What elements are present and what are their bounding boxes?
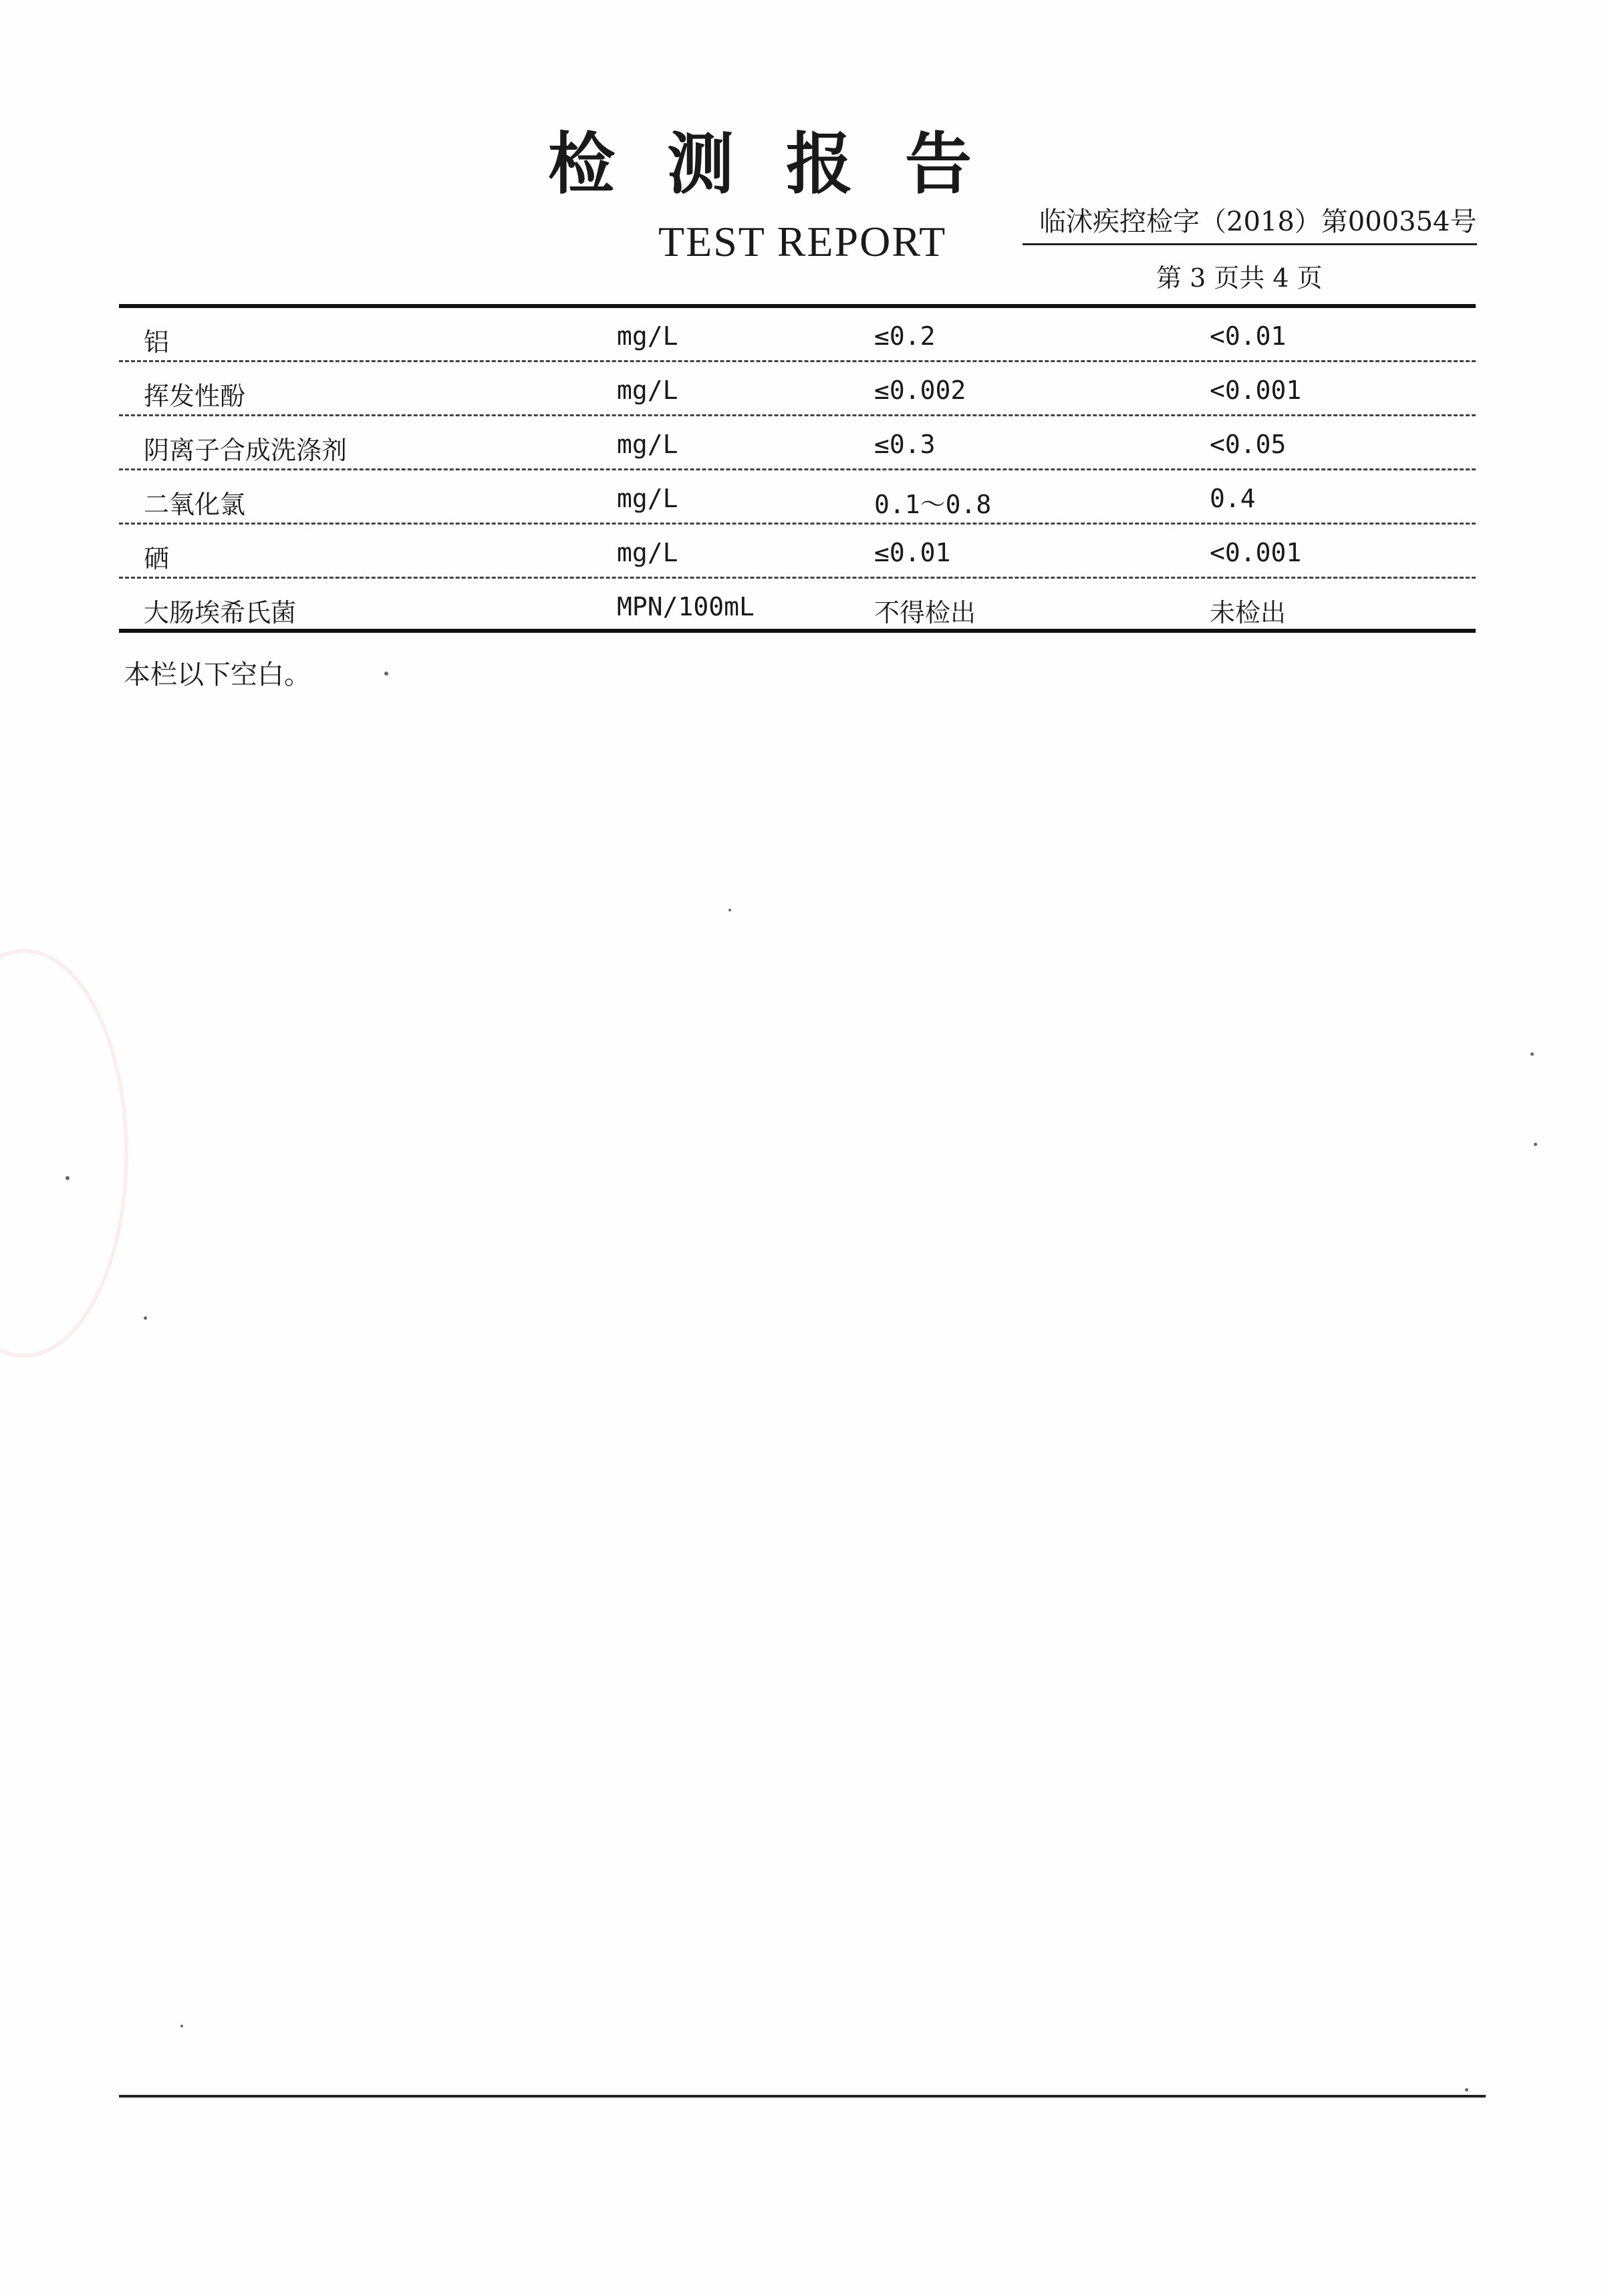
item-result: <0.001 bbox=[1210, 376, 1302, 405]
table-row bbox=[119, 470, 1476, 525]
scan-speck bbox=[144, 1316, 147, 1320]
report-number: 临沭疾控检字（2018）第000354号 bbox=[1039, 206, 1477, 237]
page-bottom-rule bbox=[119, 2095, 1486, 2098]
item-limit: ≤0.3 bbox=[874, 430, 936, 459]
table-row bbox=[119, 362, 1476, 416]
item-result: 未检出 bbox=[1210, 598, 1287, 627]
scan-speck bbox=[1465, 2088, 1468, 2092]
item-name: 挥发性酚 bbox=[144, 382, 246, 411]
report-number-underline bbox=[1023, 243, 1477, 245]
blank-below-note: 本栏以下空白。 bbox=[124, 660, 311, 690]
scan-speck bbox=[1530, 1052, 1534, 1056]
table-row bbox=[119, 525, 1476, 579]
item-name: 二氧化氯 bbox=[144, 490, 246, 519]
table-bottom-rule bbox=[119, 629, 1476, 633]
item-name: 阴离子合成洗涤剂 bbox=[144, 436, 348, 465]
item-result: <0.001 bbox=[1210, 538, 1302, 567]
item-name: 大肠埃希氏菌 bbox=[144, 598, 297, 627]
page-indicator: 第 3 页共 4 页 bbox=[1156, 263, 1323, 293]
item-unit: mg/L bbox=[617, 321, 678, 351]
scan-speck bbox=[65, 1176, 70, 1180]
item-unit: mg/L bbox=[617, 376, 678, 405]
faint-stamp-mark bbox=[0, 949, 128, 1358]
item-result: <0.01 bbox=[1210, 321, 1287, 351]
item-limit: ≤0.2 bbox=[874, 321, 936, 351]
item-limit: ≤0.002 bbox=[874, 376, 966, 405]
table-row bbox=[119, 416, 1476, 470]
item-result: <0.05 bbox=[1210, 430, 1287, 459]
scan-speck bbox=[1534, 1143, 1537, 1146]
scan-speck bbox=[384, 672, 388, 676]
item-limit: 0.1～0.8 bbox=[874, 490, 992, 519]
scan-speck bbox=[728, 909, 731, 911]
report-title-cn: 检测报告 bbox=[548, 124, 1024, 203]
item-limit: ≤0.01 bbox=[874, 538, 951, 567]
item-limit: 不得检出 bbox=[874, 598, 976, 627]
item-unit: mg/L bbox=[617, 430, 678, 459]
item-unit: MPN/100mL bbox=[617, 592, 755, 621]
item-unit: mg/L bbox=[617, 484, 678, 513]
report-title-en: TEST REPORT bbox=[658, 218, 947, 265]
table-row bbox=[119, 308, 1476, 362]
item-name: 铝 bbox=[144, 327, 170, 357]
table-row bbox=[119, 579, 1476, 633]
item-name: 硒 bbox=[144, 544, 170, 573]
item-unit: mg/L bbox=[617, 538, 678, 567]
scan-speck bbox=[180, 2025, 183, 2027]
item-result: 0.4 bbox=[1210, 484, 1256, 513]
